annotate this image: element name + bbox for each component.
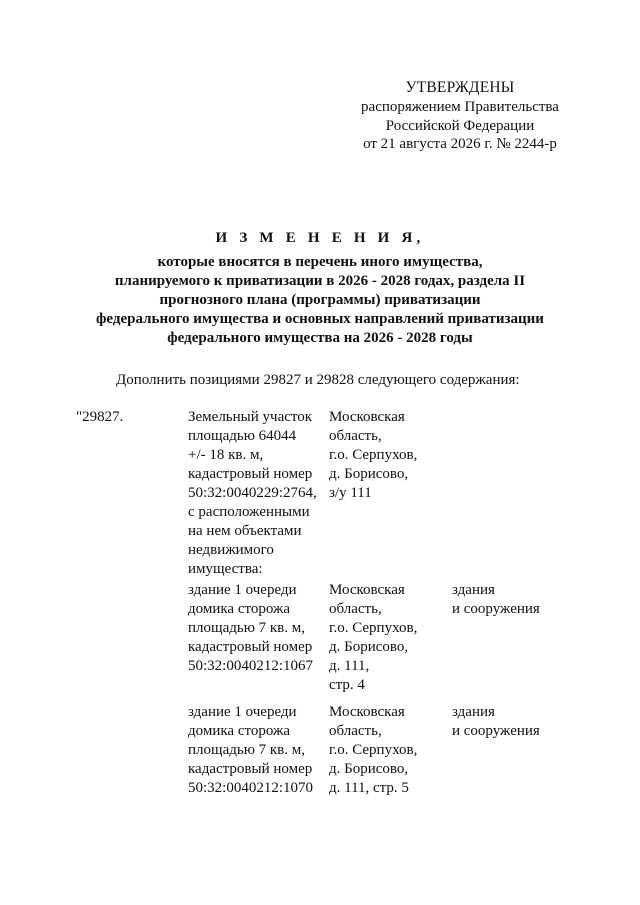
heading-line: федерального имущества и основных направлений приватизации bbox=[96, 311, 544, 327]
address-line: Московская bbox=[329, 704, 405, 720]
description-line: 50:32:0040212:1067 bbox=[188, 658, 314, 674]
address-line: Московская bbox=[329, 409, 405, 425]
type-line: и сооружения bbox=[452, 723, 540, 739]
description-line: кадастровый номер bbox=[188, 639, 313, 655]
address-line: д. 111, bbox=[329, 658, 370, 674]
description-line: площадью 7 кв. м, bbox=[188, 742, 306, 758]
item-1-address bbox=[329, 581, 417, 695]
intro-text: Дополнить позициями 29827 и 29828 следующего содержания: bbox=[116, 372, 520, 388]
description-line: недвижимого bbox=[188, 542, 274, 558]
address-line: д. Борисово, bbox=[329, 761, 409, 777]
address-line: стр. 4 bbox=[329, 677, 365, 693]
description-line: домика сторожа bbox=[188, 601, 290, 617]
item-2-address bbox=[329, 703, 417, 798]
address-line: область, bbox=[329, 428, 382, 444]
description-line: здание 1 очереди bbox=[188, 582, 297, 598]
item-1-description bbox=[188, 581, 313, 676]
heading-line: планируемого к приватизации в 2026 - 2028 годах, раздела II bbox=[114, 273, 526, 289]
approval-line: Российской Федерации bbox=[385, 117, 535, 134]
address-line: д. 111, стр. 5 bbox=[329, 780, 409, 796]
item-2-description bbox=[188, 703, 313, 798]
main-address bbox=[329, 408, 417, 503]
address-line: Московская bbox=[329, 582, 405, 598]
document-heading bbox=[40, 228, 600, 348]
description-line: Земельный участок bbox=[188, 409, 313, 425]
description-line: кадастровый номер bbox=[188, 466, 313, 482]
address-line: г.о. Серпухов, bbox=[329, 447, 418, 463]
approval-line: распоряжением Правительства bbox=[361, 99, 559, 115]
heading-line: федерального имущества на 2026 - 2028 годы bbox=[167, 330, 473, 346]
type-line: здания bbox=[452, 582, 495, 598]
main-description bbox=[188, 408, 317, 579]
type-line: здания bbox=[452, 704, 495, 720]
address-line: область, bbox=[329, 601, 382, 617]
description-line: 50:32:0040212:1070 bbox=[188, 780, 314, 796]
description-line: имущества: bbox=[188, 561, 263, 577]
address-line: область, bbox=[329, 723, 382, 739]
description-line: 50:32:0040229:2764, bbox=[188, 485, 317, 501]
description-line: +/- 18 кв. м, bbox=[188, 447, 264, 463]
heading-line: которые вносятся в перечень иного имущества, bbox=[157, 254, 483, 270]
document-title: И З М Е Н Е Н И Я, bbox=[215, 230, 425, 246]
address-line: д. Борисово, bbox=[329, 639, 409, 655]
description-line: площадью 64044 bbox=[188, 428, 297, 444]
address-line: г.о. Серпухов, bbox=[329, 620, 418, 636]
approval-block bbox=[330, 78, 590, 154]
approval-line: от 21 августа 2026 г. № 2244-р bbox=[363, 136, 557, 152]
type-line: и сооружения bbox=[452, 601, 540, 617]
heading-line: прогнозного плана (программы) приватизации bbox=[159, 292, 481, 308]
description-line: площадью 7 кв. м, bbox=[188, 620, 306, 636]
address-line: з/у 111 bbox=[329, 485, 372, 501]
description-line: с расположенными bbox=[188, 504, 310, 520]
approval-title: УТВЕРЖДЕНЫ bbox=[405, 79, 515, 96]
description-line: на нем объектами bbox=[188, 523, 302, 539]
address-line: г.о. Серпухов, bbox=[329, 742, 418, 758]
description-line: здание 1 очереди bbox=[188, 704, 297, 720]
description-line: кадастровый номер bbox=[188, 761, 313, 777]
item-1-type bbox=[452, 581, 540, 619]
address-line: д. Борисово, bbox=[329, 466, 409, 482]
description-line: домика сторожа bbox=[188, 723, 290, 739]
item-2-type bbox=[452, 703, 540, 741]
position-number: "29827. bbox=[76, 409, 124, 425]
